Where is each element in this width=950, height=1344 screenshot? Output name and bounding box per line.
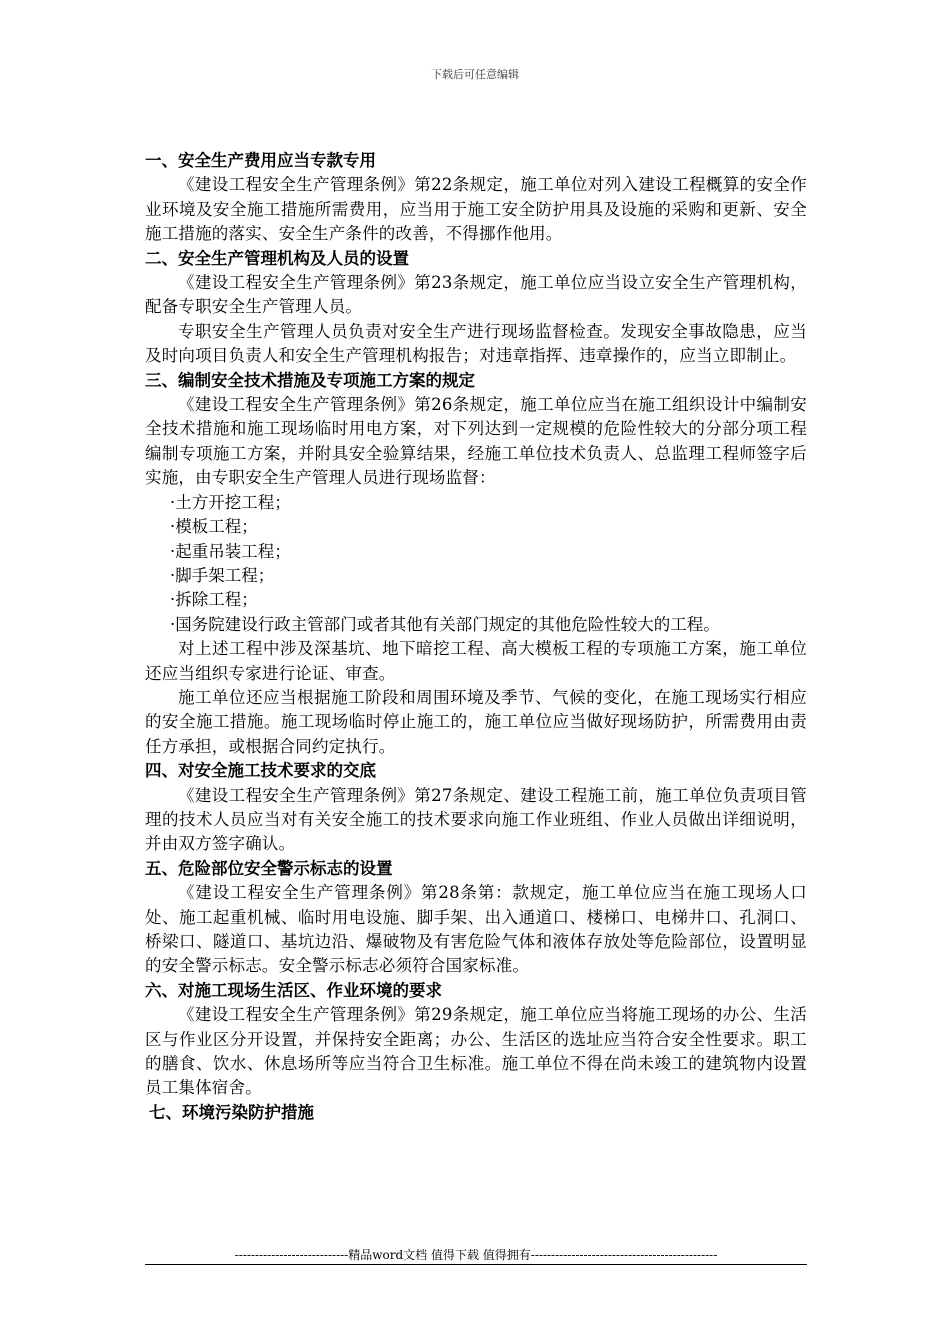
section-heading: 四、对安全施工技术要求的交底 bbox=[145, 761, 376, 781]
document-body bbox=[145, 149, 807, 1125]
body-paragraph: 施工单位还应当根据施工阶段和周围环境及季节、气候的变化，在施工现场实行相应的安全施工措施。施工现场临时停止施工的，施工单位应当做好现场防护，所需费用由责任方承担，或根据合同约定执行。 bbox=[145, 687, 807, 756]
section-heading: 七、环境污染防护措施 bbox=[149, 1102, 314, 1122]
body-paragraph: 《建设工程安全生产管理条例》第22条规定，施工单位对列入建设工程概算的安全作业环境及安全施工措施所需费用，应当用于施工安全防护用具及设施的采购和更新、安全施工措施的落实、安全生产条件的改善，不得挪作他用。 bbox=[145, 175, 807, 244]
section-6 bbox=[145, 979, 807, 1101]
section-heading: 三、编制安全技术措施及专项施工方案的规定 bbox=[145, 370, 475, 390]
body-paragraph: 《建设工程安全生产管理条例》第23条规定，施工单位应当设立安全生产管理机构，配备专职安全生产管理人员。 bbox=[145, 273, 807, 317]
section-7 bbox=[145, 1101, 807, 1125]
section-5 bbox=[145, 857, 807, 979]
header-note: 下载后可任意编辑 bbox=[431, 68, 519, 81]
bullet-item: ·拆除工程； bbox=[170, 590, 258, 610]
section-heading: 六、对施工现场生活区、作业环境的要求 bbox=[145, 980, 442, 1000]
body-paragraph: 《建设工程安全生产管理条例》第28条第：款规定，施工单位应当在施工现场人口处、施工起重机械、临时用电设施、脚手架、出入通道口、楼梯口、电梯井口、孔洞口、桥梁口、隧道口、基坑边沿、爆破物及有害危险气体和液体存放处等危险部位，设置明显的安全警示标志。安全警示标志必须符合国家标准。 bbox=[145, 883, 807, 976]
section-heading: 一、安全生产费用应当专款专用 bbox=[145, 151, 376, 170]
section-1 bbox=[145, 149, 807, 247]
section-heading: 五、危险部位安全警示标志的设置 bbox=[145, 858, 393, 878]
bullet-item: ·国务院建设行政主管部门或者其他有关部门规定的其他危险性较大的工程。 bbox=[170, 614, 720, 634]
footer-note: ----------------------------精品word文档 值得下载 值得拥有---------------------------------------------- bbox=[234, 1248, 718, 1262]
body-paragraph: 对上述工程中涉及深基坑、地下暗挖工程、高大模板工程的专项施工方案，施工单位还应当组织专家进行论证、审查。 bbox=[145, 639, 807, 683]
footer-divider bbox=[145, 1264, 807, 1265]
bullet-item: ·模板工程； bbox=[170, 517, 258, 537]
body-paragraph: 《建设工程安全生产管理条例》第26条规定，施工单位应当在施工组织设计中编制安全技术措施和施工现场临时用电方案，对下列达到一定规模的危险性较大的分部分项工程编制专项施工方案，并附具安全验算结果，经施工单位技术负责人、总监理工程师签字后实施，由专职安全生产管理人员进行现场监督： bbox=[145, 395, 807, 488]
bullet-item: ·脚手架工程； bbox=[170, 565, 275, 585]
section-heading: 二、安全生产管理机构及人员的设置 bbox=[145, 248, 409, 268]
body-paragraph: 《建设工程安全生产管理条例》第29条规定，施工单位应当将施工现场的办公、生活区与作业区分开设置，并保持安全距离；办公、生活区的选址应当符合安全性要求。职工的膳食、饮水、休息场所等应当符合卫生标准。施工单位不得在尚未竣工的建筑物内设置员工集体宿舍。 bbox=[145, 1005, 807, 1098]
body-paragraph: 《建设工程安全生产管理条例》第27条规定、建设工程施工前，施工单位负责项目管理的技术人员应当对有关安全施工的技术要求向施工作业班组、作业人员做出详细说明，并由双方签字确认。 bbox=[145, 785, 807, 854]
bullet-item: ·土方开挖工程； bbox=[170, 492, 291, 512]
bullet-item: ·起重吊装工程； bbox=[170, 541, 291, 561]
body-paragraph: 专职安全生产管理人员负责对安全生产进行现场监督检查。发现安全事故隐患，应当及时向项目负责人和安全生产管理机构报告；对违章指挥、违章操作的，应当立即制止。 bbox=[145, 321, 807, 366]
section-4 bbox=[145, 759, 807, 857]
section-3 bbox=[145, 369, 807, 760]
section-2 bbox=[145, 247, 807, 369]
